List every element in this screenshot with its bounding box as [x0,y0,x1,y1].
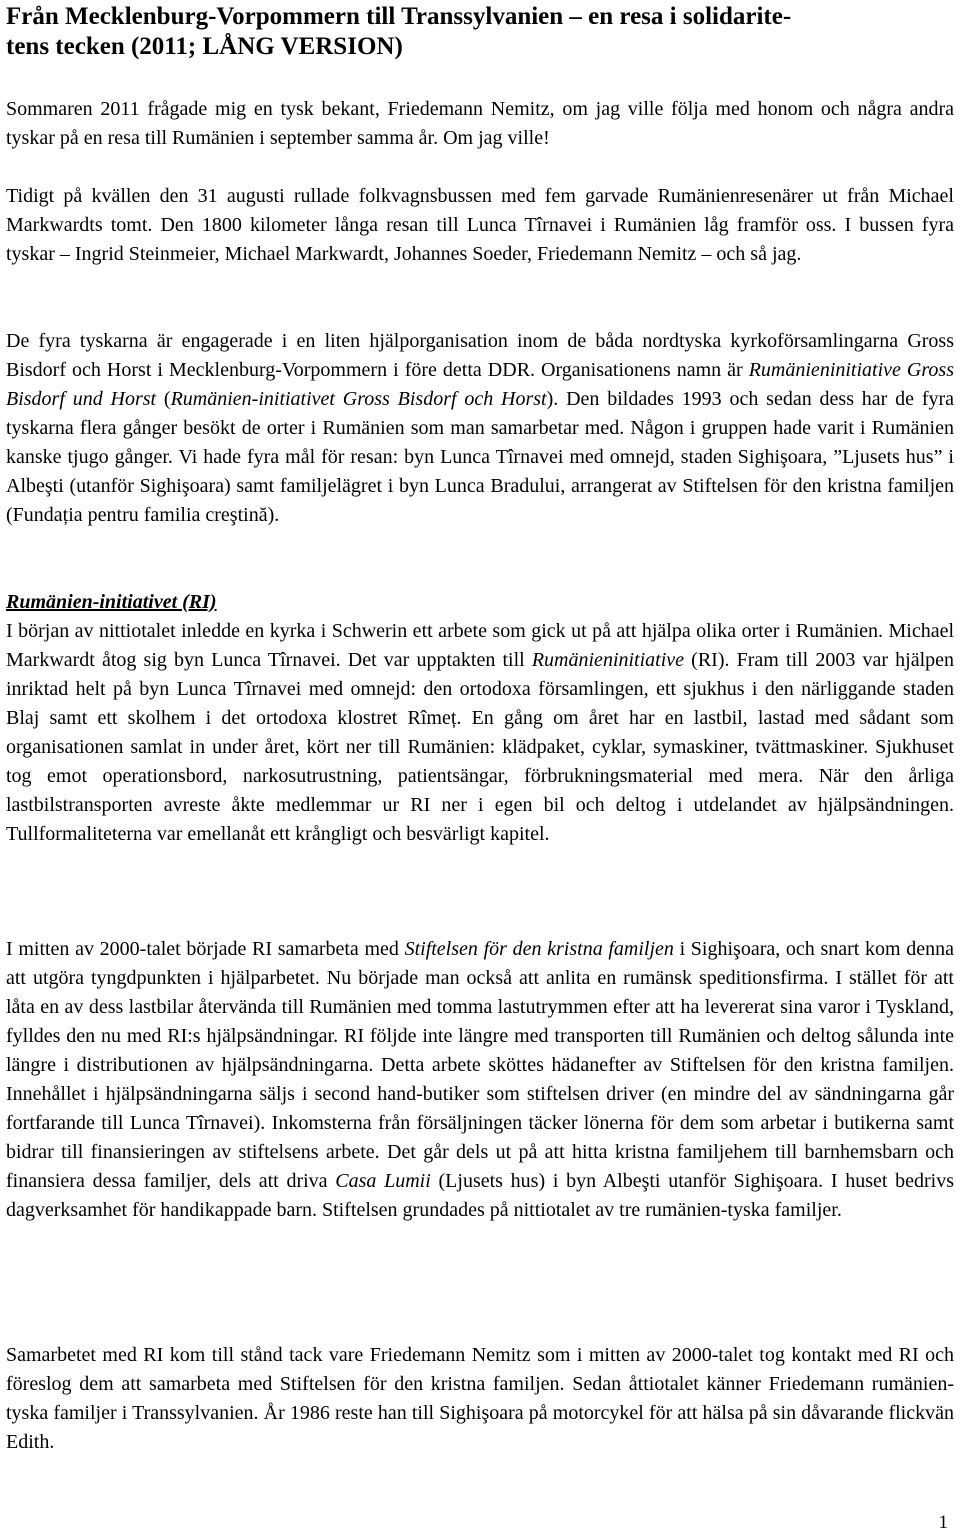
p4-text-b: (RI). Fram till 2003 var hjälpen inriktad helt på byn Lunca Tîrnavei med omnejd: den ortodoxa församlingen, ett sjukhus i den närliggande staden Blaj samt ett skolhem i det ortodoxa klostret Rîmeț. En gång om året har en lastbil, lastad med sådant som organisationen samlat in under året, kört ner till Rumänien: klädpaket, cyklar, symaskiner, tvättmaskiner. Sjukhuset tog emot operationsbord, narkosutrustning, patientsängar, förbrukningsmaterial med mera. När den årliga lastbilstransporten avreste åkte medlemmar ur RI ner i egen bil och deltog i utdelandet av hjälpsändningen. Tullformaliteterna var emellanåt ett krångligt och besvärligt kapitel. [6,649,955,845]
p3-italic-name-de: Rumänieninitiative Gross Bisdorf und Horst [6,359,954,410]
paragraph-departure: Tidigt på kvällen den 31 augusti rullade folkvagnsbussen med fem garvade Rumänienresenärer ut från Michael Markwardts tomt. Den 1800 kilometer långa resan till Lunca Tîrnavei i Rumänien låg framför oss. I bussen fyra tyskar – Ingrid Steinmeier, Michael Markwardt, Johannes Soeder, Friedemann Nemitz – och så jag. [6,185,954,265]
paragraph-ri-history [6,617,954,849]
document-title [6,2,954,62]
p3-text-b: ( [156,388,171,410]
p5-italic-casa-lumii: Casa Lumii [335,1170,431,1192]
p5-text-c: (Ljusets hus) i byn Albeşti utanför Sighişoara. I huset bedrivs dagverksamhet för handikappade barn. Stiftelsen grundades på nittiotalet av tre rumänien-tyska familjer. [6,1170,955,1221]
p5-italic-foundation: Stiftelsen för den kristna familjen [404,938,674,960]
title-line-1: Från Mecklenburg-Vorpommern till Transsylvanien – en resa i solidarite- [6,3,792,30]
section-heading-ri: Rumänien-initiativet (RI) [6,591,217,613]
paragraph-organisation [6,327,954,530]
paragraph-foundation [6,935,954,1225]
p3-text-a: De fyra tyskarna är engagerade i en liten hjälporganisation inom de båda nordtyska kyrkoförsamlingarna Gross Bisdorf och Horst i Mecklenburg-Vorpommern i före detta DDR. Organisationens namn är [6,330,954,381]
paragraph-intro: Sommaren 2011 frågade mig en tysk bekant, Friedemann Nemitz, om jag ville följa med honom och några andra tyskar på en resa till Rumänien i september samma år. Om jag ville! [6,98,954,149]
p3-italic-name-sv: Rumänien-initiativet Gross Bisdorf och Horst [170,388,547,410]
p5-text-b: i Sighişoara, och snart kom denna att utgöra tyngdpunkten i hjälparbetet. Nu började man också att anlita en rumänsk speditionsfirma. I stället för att låta en av dess lastbilar återvända till Rumänien med tomma lastutrymmen efter att ha levererat sina varor i Tyskland, fylldes den nu med RI:s hjälpsändningar. RI följde inte längre med transporten till Rumänien och deltog sålunda inte längre i distributionen av hjälpsändningarna. Detta arbete sköttes hädanefter av Stiftelsen för den kristna familjen. Innehållet i hjälpsändningarna säljs i second hand-butiker som stiftelsen driver (en mindre del av sändningarna går fortfarande till Lunca Tîrnavei). Inkomsterna från försäljningen täcker lönerna för dem som arbetar i butikerna samt bidrar till finansieringen av stiftelsens arbete. Det går dels ut på att hitta kristna familjehem till barnhemsbarn och finansiera dessa familjer, dels att driva [6,938,954,1192]
p4-text-a: I början av nittiotalet inledde en kyrka i Schwerin ett arbete som gick ut på att hjälpa olika orter i Rumänien. Michael Markwardt åtog sig byn Lunca Tîrnavei. Det var upptakten till [6,620,954,671]
title-line-2: tens tecken (2011; LÅNG VERSION) [6,33,403,60]
p5-text-a: I mitten av 2000-talet började RI samarbeta med [6,938,405,960]
page-number: 1 [938,1512,948,1533]
p3-text-c: ). Den bildades 1993 och sedan dess har de fyra tyskarna flera gånger besökt de orter i Rumänien som man samarbetar med. Någon i gruppen hade varit i Rumänien kanske tjugo gånger. Vi hade fyra mål för resan: byn Lunca Tîrnavei med omnejd, staden Sighişoara, ”Ljusets hus” i Albeşti (utanför Sighişoara) samt familjelägret i byn Lunca Bradului, arrangerat av Stiftelsen för den kristna familjen (Fundația pentru familia creştină). [6,388,955,526]
document-page [6,0,954,1537]
paragraph-cooperation: Samarbetet med RI kom till stånd tack vare Friedemann Nemitz som i mitten av 2000-talet tog kontakt med RI och föreslog dem att samarbeta med Stiftelsen för den kristna familjen. Sedan åttiotalet känner Friedemann rumänien-tyska familjer i Transsylvanien. År 1986 reste han till Sighişoara på motorcykel för att hälsa på sin dåvarande flickvän Edith. [6,1344,954,1453]
p4-italic-ri: Rumänieninitiative [531,649,685,671]
